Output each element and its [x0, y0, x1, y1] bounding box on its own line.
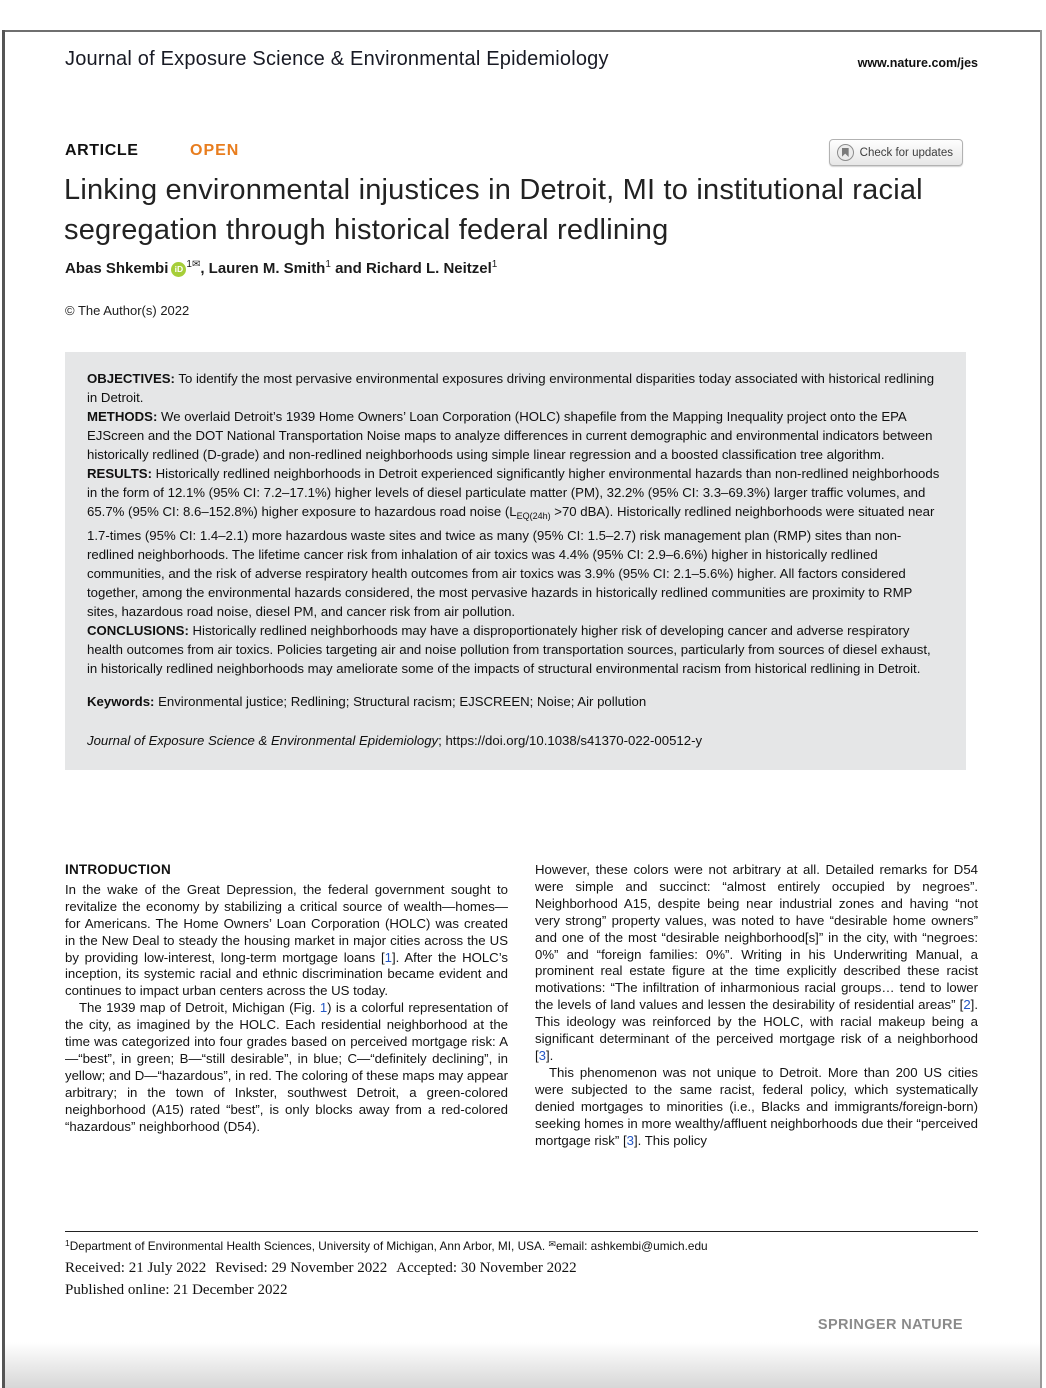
paragraph-text: ]. This policy: [633, 1132, 707, 1148]
journal-name: Journal of Exposure Science & Environmental Epidemiology: [65, 48, 609, 70]
author-affiliation-sup: 1: [491, 259, 498, 270]
affiliation-footnote: [65, 1239, 978, 1253]
paragraph-text: In the wake of the Great Depression, the federal government sought to revitalize the economy by stabilizing a critical source of wealth—homes—for Americans. The Home Owners’ Loan Corporation (HOLC) was created in the New Deal to steady the housing market in major cities across the US by providing low-interest, long-term mortgage loans [: [65, 881, 508, 965]
author-name: Richard L. Neitzel: [365, 260, 492, 277]
check-for-updates-label: Check for updates: [859, 146, 953, 159]
orcid-icon[interactable]: iD: [171, 262, 186, 277]
published-date: Published online: 21 December 2022: [65, 1282, 288, 1298]
abstract-box: [65, 352, 966, 770]
author-list: [65, 260, 497, 277]
email-envelope-icon: ✉: [548, 1239, 556, 1249]
abstract-objectives: [87, 369, 944, 407]
paragraph-text: The 1939 map of Detroit, Michigan (Fig.: [79, 1000, 320, 1016]
abstract-conclusions: [87, 621, 944, 678]
reference-link-1[interactable]: 1: [384, 949, 393, 965]
methods-label: METHODS:: [87, 409, 158, 424]
article-type-label: ARTICLE: [65, 142, 139, 159]
figure-link-1[interactable]: 1: [319, 1000, 328, 1016]
paragraph-text: ]. After the HOLC’s inception, its systemic racial and ethnic discrimination became evident and continues to impact urban centers across the US today.: [65, 949, 508, 999]
received-date: Received: 21 July 2022: [65, 1260, 207, 1276]
revised-date: Revised: 29 November 2022: [215, 1260, 388, 1276]
author-name: Abas Shkembi: [65, 260, 169, 277]
intro-paragraph-2: [65, 1000, 508, 1135]
open-access-badge: OPEN: [190, 142, 240, 159]
abstract-results: [87, 464, 944, 621]
footnote-rule: [65, 1231, 978, 1232]
author-name: Lauren M. Smith: [208, 260, 326, 277]
right-column: [535, 862, 978, 1149]
reference-link-3[interactable]: 3: [626, 1132, 634, 1148]
keywords-label: Keywords:: [87, 694, 155, 709]
paragraph-text: ].: [546, 1047, 554, 1063]
journal-website-link[interactable]: www.nature.com/jes: [857, 56, 978, 70]
paragraph-text: However, these colors were not arbitrary at all. Detailed remarks for D54 were simple and succinct: “almost entirely occupied by negroes”. Neighborhood A15, despite being near industrial zones and having “not very strong” property values, was noted to have “desirable home owners” and one of the most “desirable neighborhood[s]” in the city, with “negroes: 0%” and “foreign families: 0%”. Writing in his Underwriting Manual, a prominent real estate figure at the time explicitly described these racist motivations: “The infiltration of inharmonious racial groups… tend to lower the levels of land values and lessen the desirability of residential areas” [: [535, 862, 978, 1013]
page-top-edge: [3, 30, 1041, 32]
paragraph-text: This phenomenon was not unique to Detroit. More than 200 US cities were subjected to the same racist, federal policy, which systematically denied mortgages to minorities (i.e., Blacks and immigrants/foreign-born) seeking homes in more wealthy/affluent neighborhoods due their “perceived mortgage risk” [: [535, 1064, 978, 1148]
objectives-text: To identify the most pervasive environmental exposures driving environmental disparities today associated with historical redlining in Detroit.: [87, 371, 935, 405]
leq-subscript: EQ(24h): [516, 511, 551, 521]
citation-line: [87, 731, 944, 750]
intro-paragraph-4: [535, 1065, 978, 1150]
author-email[interactable]: email: ashkembi@umich.edu: [555, 1239, 708, 1253]
email-envelope-icon[interactable]: ✉: [191, 259, 201, 270]
reference-link-3[interactable]: 3: [538, 1047, 547, 1063]
citation-doi[interactable]: ; https://doi.org/10.1038/s41370-022-00512-y: [438, 733, 703, 748]
paragraph-text: ]. This ideology was reinforced by the HOLC, with racial makeup being a significant determinant of the perceived mortgage risk of a neighborhood [: [535, 997, 978, 1063]
page-bottom-shadow: [5, 1342, 1040, 1388]
paragraph-text: ) is a colorful representation of the city, as imagined by the HOLC. Each residential neighborhood at the time was categorized into four grades based on perceived mortgage risk: A—“best”, in green; B—“still desirable”, in blue; C—“definitely declining”, in yellow; and D—“hazardous”, in red. The coloring of these maps may appear arbitrary; in the town of Inkster, southwest Detroit, a green-colored neighborhood (A15) rated “best”, is only blocks away from a red-colored “hazardous” neighborhood (D54).: [65, 1000, 508, 1134]
intro-paragraph-1: [65, 882, 508, 1000]
article-title: Linking environmental injustices in Detroit, MI to institutional racial segregation through historical federal redlining: [64, 174, 923, 246]
keywords-text: Environmental justice; Redlining; Structural racism; EJSCREEN; Noise; Air pollution: [154, 694, 647, 709]
author-separator: ,: [200, 260, 209, 277]
publisher-logo: SPRINGER NATURE: [817, 1317, 963, 1333]
affiliation-sup: 1: [65, 1238, 70, 1248]
page-right-edge: [1040, 30, 1042, 1388]
conclusions-label: CONCLUSIONS:: [87, 623, 189, 638]
results-text: >70 dBA). Historically redlined neighborhoods were situated near 1.7-times (95% CI: 1.4–2.1) more hazardous waste sites and twice as many (95% CI: 1.5–2.7) risk management plan (RMP) sites than non-redlined neighborhoods. The lifetime cancer risk from inhalation of air toxics was 4.4% (95% CI: 2.9–6.6%) higher in historically redlined communities, and the risk of adverse respiratory health outcomes from air toxics was 3.9% (95% CI: 2.1–5.6%) higher. All factors considered together, among the environmental hazards considered, the most pervasive hazards in historically redlined communities are proximity to RMP sites, hazardous road noise, diesel PM, and cancer risk from air pollution.: [87, 504, 935, 619]
reference-link-2[interactable]: 2: [963, 997, 971, 1013]
copyright-line: © The Author(s) 2022: [65, 303, 190, 318]
author-affiliation-sup: 1: [186, 259, 192, 270]
author-affiliation-sup: 1: [325, 259, 331, 270]
introduction-section: [65, 862, 978, 1149]
affiliation-text: Department of Environmental Health Sciences, University of Michigan, Ann Arbor, MI, USA.: [69, 1239, 549, 1253]
abstract-methods: [87, 407, 944, 464]
check-for-updates-button[interactable]: [829, 139, 963, 166]
author-separator: and: [330, 260, 366, 277]
page-left-edge: [2, 30, 5, 1388]
crossmark-icon: [837, 144, 854, 161]
conclusions-text: Historically redlined neighborhoods may have a disproportionately higher risk of developing cancer and adverse respiratory health outcomes from air toxics. Policies targeting air and noise pollution from transportation sources, particularly from sources of diesel exhaust, in historically redlined neighborhoods may ameliorate some of the impacts of structural environmental racism from historical redlining in Detroit.: [87, 623, 931, 676]
objectives-label: OBJECTIVES:: [87, 371, 175, 386]
history-line-2: [65, 1279, 586, 1301]
accepted-date: Accepted: 30 November 2022: [396, 1260, 577, 1276]
citation-journal-name: Journal of Exposure Science & Environmental Epidemiology: [87, 733, 439, 748]
left-column: [65, 862, 508, 1149]
keywords-line: [87, 692, 944, 711]
history-line-1: [65, 1257, 586, 1279]
methods-text: We overlaid Detroit’s 1939 Home Owners’ Loan Corporation (HOLC) shapefile from the Mapping Inequality project onto the EPA EJScreen and the DOT National Transportation Noise maps to analyze differences in current demographic and environmental indicators between historically redlined (D-grade) and non-redlined neighborhoods using simple linear regression and a boosted classification tree algorithm.: [87, 409, 933, 462]
results-label: RESULTS:: [87, 466, 152, 481]
introduction-heading: INTRODUCTION: [65, 862, 171, 877]
article-history: [65, 1257, 586, 1301]
intro-paragraph-3: [535, 862, 978, 1065]
results-text: Historically redlined neighborhoods in Detroit experienced significantly higher environmental hazards than non-redlined neighborhoods in the form of 12.1% (95% CI: 7.2–17.1%) higher levels of diesel particulate matter (PM), 32.2% (95% CI: 3.3–69.3%) larger traffic volumes, and 65.7% (95% CI: 8.6–152.8%) higher exposure to hazardous road noise (L: [87, 466, 940, 519]
